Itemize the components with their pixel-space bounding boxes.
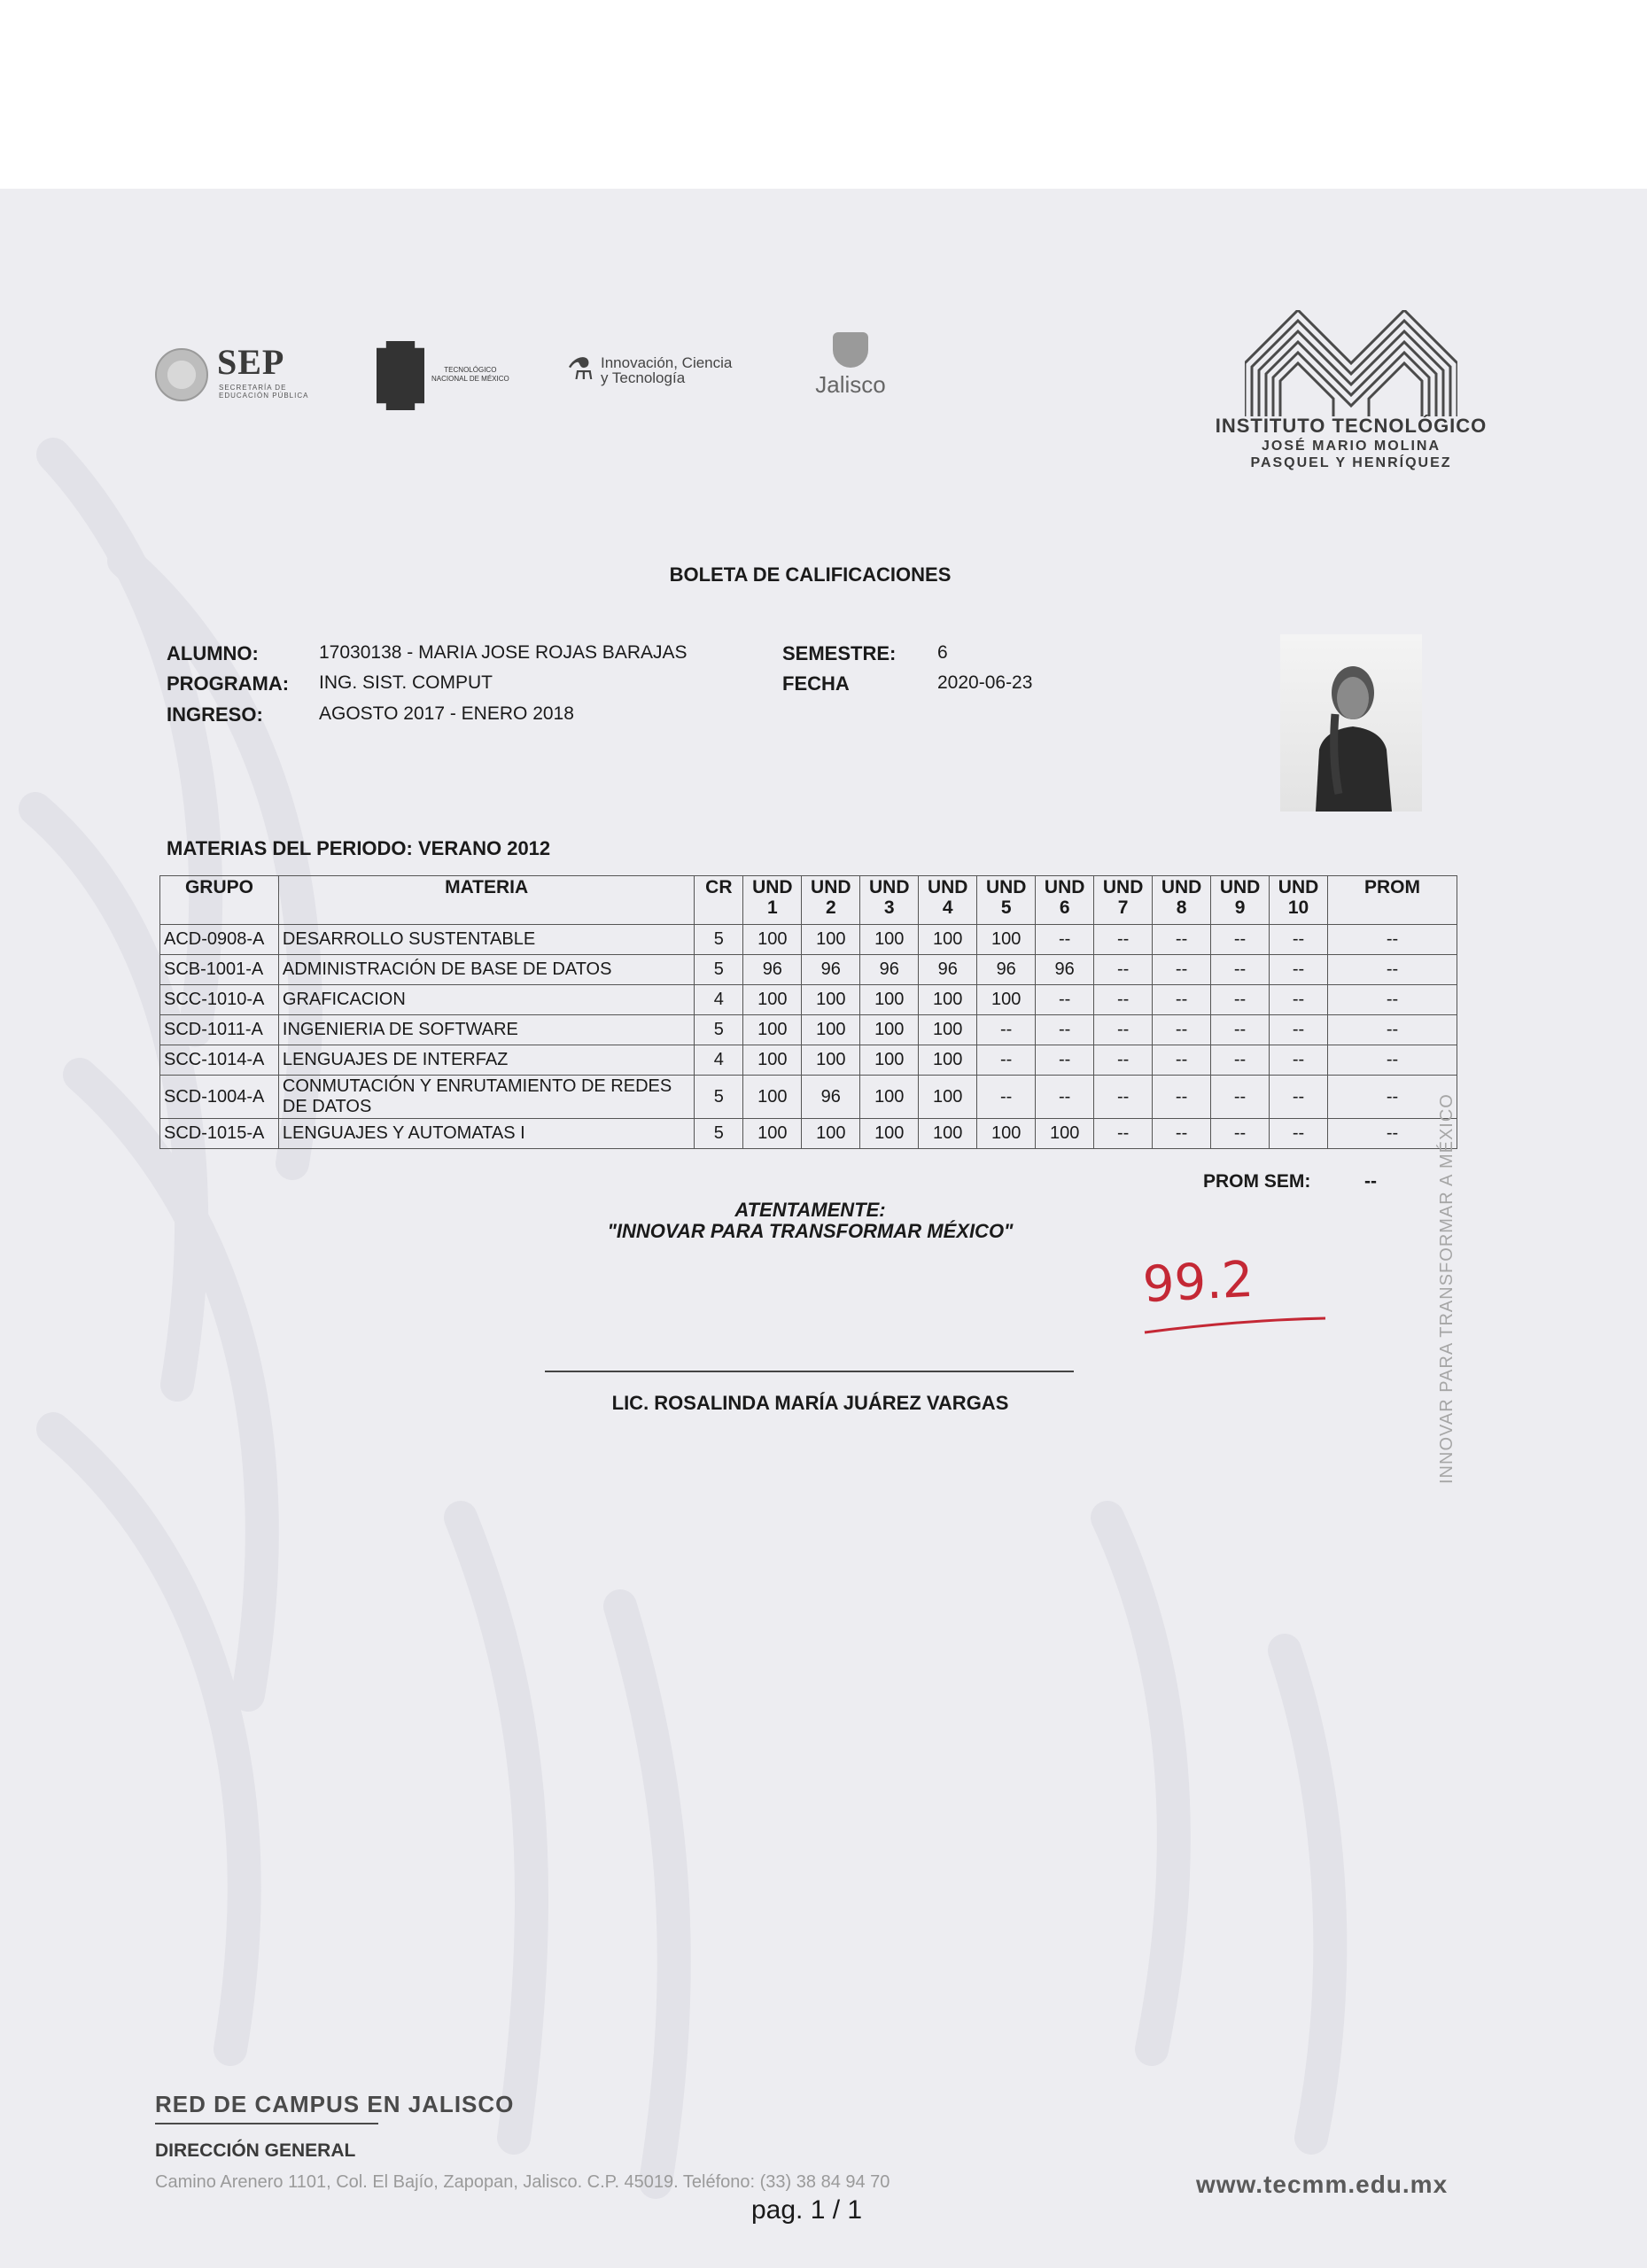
- und-cell: --: [1270, 1076, 1328, 1119]
- mexico-seal-icon: [155, 348, 208, 401]
- und-cell: --: [1153, 1015, 1211, 1045]
- header-und-7: UND 7: [1094, 876, 1153, 925]
- side-motto: INNOVAR PARA TRANSFORMAR A MÉXICO: [1437, 1093, 1457, 1484]
- grupo-cell: SCD-1011-A: [160, 1015, 279, 1045]
- und-cell: 100: [977, 925, 1036, 955]
- footer-direccion: DIRECCIÓN GENERAL: [155, 2140, 356, 2161]
- und-cell: 96: [919, 955, 977, 985]
- und-cell: --: [1153, 1119, 1211, 1149]
- header-und-2: UND 2: [802, 876, 860, 925]
- und-cell: --: [1094, 1076, 1153, 1119]
- ingreso-label: INGRESO:: [167, 703, 263, 726]
- und-cell: --: [1211, 925, 1270, 955]
- table-row: [160, 925, 1457, 955]
- und-cell: --: [1036, 1045, 1094, 1076]
- und-cell: --: [1094, 1119, 1153, 1149]
- cr-cell: 5: [695, 955, 743, 985]
- und-cell: --: [1270, 1015, 1328, 1045]
- table-row: [160, 955, 1457, 985]
- header-grupo: GRUPO: [160, 876, 279, 925]
- und-cell: --: [1153, 955, 1211, 985]
- table-header-row: [160, 876, 1457, 925]
- und-cell: 100: [977, 1119, 1036, 1149]
- prom-cell: --: [1328, 925, 1457, 955]
- und-cell: --: [1211, 1119, 1270, 1149]
- und-cell: --: [1094, 985, 1153, 1015]
- gear-icon: [377, 341, 424, 410]
- und-cell: 100: [919, 1015, 977, 1045]
- prom-sem-label: PROM SEM:: [1203, 1171, 1311, 1192]
- fecha-label: FECHA: [782, 672, 850, 695]
- materia-cell: LENGUAJES Y AUTOMATAS I: [278, 1119, 694, 1149]
- und-cell: --: [1153, 985, 1211, 1015]
- und-cell: --: [1211, 1015, 1270, 1045]
- materia-cell: CONMUTACIÓN Y ENRUTAMIENTO DE REDES DE DATOS: [278, 1076, 694, 1119]
- und-cell: --: [1270, 1119, 1328, 1149]
- alumno-label: ALUMNO:: [167, 642, 259, 664]
- und-cell: --: [1270, 925, 1328, 955]
- header-und-1: UND 1: [743, 876, 802, 925]
- prom-cell: --: [1328, 1045, 1457, 1076]
- und-cell: --: [1036, 925, 1094, 955]
- und-cell: 100: [743, 1076, 802, 1119]
- und-cell: --: [977, 1045, 1036, 1076]
- prom-cell: --: [1328, 1015, 1457, 1045]
- und-cell: 100: [802, 1045, 860, 1076]
- und-cell: 100: [860, 1015, 919, 1045]
- prom-cell: --: [1328, 1076, 1457, 1119]
- microscope-icon: ⚗: [567, 353, 594, 386]
- und-cell: 96: [802, 955, 860, 985]
- grupo-cell: SCD-1004-A: [160, 1076, 279, 1119]
- footer-network: RED DE CAMPUS EN JALISCO: [155, 2091, 515, 2117]
- und-cell: --: [1036, 1015, 1094, 1045]
- header-und-4: UND 4: [919, 876, 977, 925]
- und-cell: 100: [919, 1119, 977, 1149]
- cr-cell: 5: [695, 1119, 743, 1149]
- und-cell: 100: [919, 925, 977, 955]
- footer-address: Camino Arenero 1101, Col. El Bajío, Zapopan, Jalisco. C.P. 45019. Teléfono: (33) 38 84 94 70: [155, 2172, 890, 2192]
- alumno-value: 17030138 - MARIA JOSE ROJAS BARAJAS: [319, 642, 688, 663]
- cr-cell: 5: [695, 1076, 743, 1119]
- sep-subtitle: SECRETARÍA DE EDUCACIÓN PÚBLICA: [219, 384, 309, 400]
- jalisco-shield-icon: [833, 332, 868, 368]
- semestre-label: SEMESTRE:: [782, 642, 897, 664]
- signer-name: LIC. ROSALINDA MARÍA JUÁREZ VARGAS: [611, 1392, 1009, 1414]
- header-und-5: UND 5: [977, 876, 1036, 925]
- table-row: [160, 985, 1457, 1015]
- closing-block: [0, 1200, 1620, 1242]
- institute-logo: INSTITUTO TECNOLÓGICO JOSÉ MARIO MOLINA PASQUEL Y HENRÍQUEZ: [1214, 310, 1488, 496]
- und-cell: 100: [743, 1015, 802, 1045]
- materia-cell: INGENIERIA DE SOFTWARE: [278, 1015, 694, 1045]
- materia-cell: ADMINISTRACIÓN DE BASE DE DATOS: [278, 955, 694, 985]
- und-cell: 96: [977, 955, 1036, 985]
- grades-body: [160, 925, 1457, 1149]
- ingreso-value: AGOSTO 2017 - ENERO 2018: [319, 703, 574, 724]
- und-cell: --: [1211, 955, 1270, 985]
- innovacion-logo: ⚗ Innovación, Ciencia y Tecnología: [567, 353, 733, 386]
- header-und-10: UND 10: [1270, 876, 1328, 925]
- und-cell: --: [977, 1076, 1036, 1119]
- und-cell: 100: [743, 985, 802, 1015]
- header-und-6: UND 6: [1036, 876, 1094, 925]
- header-cr: CR: [695, 876, 743, 925]
- und-cell: 100: [860, 1119, 919, 1149]
- und-cell: --: [1270, 955, 1328, 985]
- und-cell: 100: [743, 925, 802, 955]
- table-row: [160, 1045, 1457, 1076]
- document-title: BOLETA DE CALIFICACIONES: [669, 563, 952, 586]
- handwritten-underline: [1143, 1313, 1338, 1340]
- und-cell: 96: [802, 1076, 860, 1119]
- cr-cell: 5: [695, 1015, 743, 1045]
- prom-cell: --: [1328, 955, 1457, 985]
- und-cell: --: [1094, 955, 1153, 985]
- und-cell: 100: [919, 1076, 977, 1119]
- institute-m-icon: [1245, 310, 1457, 416]
- und-cell: 100: [802, 985, 860, 1015]
- cr-cell: 4: [695, 985, 743, 1015]
- footer-website: www.tecmm.edu.mx: [1196, 2171, 1449, 2198]
- und-cell: 96: [743, 955, 802, 985]
- grupo-cell: SCC-1010-A: [160, 985, 279, 1015]
- cr-cell: 4: [695, 1045, 743, 1076]
- und-cell: --: [1094, 1015, 1153, 1045]
- header-materia: MATERIA: [278, 876, 694, 925]
- und-cell: --: [1211, 985, 1270, 1015]
- und-cell: 96: [860, 955, 919, 985]
- header-und-8: UND 8: [1153, 876, 1211, 925]
- sep-wordmark: SEP: [217, 342, 285, 382]
- tecnm-logo: TECNOLÓGICO NACIONAL DE MÉXICO: [377, 341, 527, 412]
- semestre-value: 6: [937, 642, 948, 663]
- und-cell: 96: [1036, 955, 1094, 985]
- footer-divider: [155, 2123, 378, 2124]
- cr-cell: 5: [695, 925, 743, 955]
- und-cell: 100: [743, 1045, 802, 1076]
- fecha-value: 2020-06-23: [937, 672, 1033, 693]
- handwritten-average: 99.2: [1141, 1250, 1255, 1315]
- header-prom: PROM: [1328, 876, 1457, 925]
- und-cell: --: [1211, 1076, 1270, 1119]
- grupo-cell: SCC-1014-A: [160, 1045, 279, 1076]
- und-cell: --: [1270, 985, 1328, 1015]
- student-photo: [1280, 634, 1422, 812]
- und-cell: 100: [919, 1045, 977, 1076]
- prom-sem-value: --: [1364, 1171, 1377, 1192]
- header-und-3: UND 3: [860, 876, 919, 925]
- prom-cell: --: [1328, 1119, 1457, 1149]
- grades-table: [159, 875, 1457, 1149]
- page-number: pag. 1 / 1: [751, 2195, 863, 2225]
- atentamente-text: ATENTAMENTE:: [734, 1199, 886, 1221]
- und-cell: 100: [860, 1045, 919, 1076]
- signature-line: [545, 1371, 1074, 1372]
- person-silhouette-icon: [1280, 634, 1422, 812]
- header-und-9: UND 9: [1211, 876, 1270, 925]
- period-heading: MATERIAS DEL PERIODO: VERANO 2012: [167, 837, 551, 859]
- und-cell: --: [1153, 925, 1211, 955]
- grupo-cell: ACD-0908-A: [160, 925, 279, 955]
- und-cell: 100: [977, 985, 1036, 1015]
- materia-cell: DESARROLLO SUSTENTABLE: [278, 925, 694, 955]
- und-cell: 100: [802, 1119, 860, 1149]
- und-cell: --: [977, 1015, 1036, 1045]
- und-cell: --: [1211, 1045, 1270, 1076]
- table-row: [160, 1119, 1457, 1149]
- programa-label: PROGRAMA:: [167, 672, 290, 695]
- und-cell: --: [1094, 1045, 1153, 1076]
- sep-logo: [155, 341, 341, 403]
- jalisco-logo: Jalisco: [802, 332, 899, 412]
- und-cell: 100: [1036, 1119, 1094, 1149]
- und-cell: --: [1094, 925, 1153, 955]
- und-cell: 100: [743, 1119, 802, 1149]
- und-cell: 100: [860, 985, 919, 1015]
- und-cell: --: [1036, 1076, 1094, 1119]
- materia-cell: LENGUAJES DE INTERFAZ: [278, 1045, 694, 1076]
- und-cell: 100: [802, 925, 860, 955]
- programa-value: ING. SIST. COMPUT: [319, 672, 493, 693]
- und-cell: --: [1270, 1045, 1328, 1076]
- table-row: [160, 1015, 1457, 1045]
- und-cell: --: [1036, 985, 1094, 1015]
- und-cell: 100: [919, 985, 977, 1015]
- grupo-cell: SCB-1001-A: [160, 955, 279, 985]
- table-row: [160, 1076, 1457, 1119]
- materia-cell: GRAFICACION: [278, 985, 694, 1015]
- grupo-cell: SCD-1015-A: [160, 1119, 279, 1149]
- und-cell: 100: [860, 1076, 919, 1119]
- und-cell: 100: [802, 1015, 860, 1045]
- und-cell: 100: [860, 925, 919, 955]
- und-cell: --: [1153, 1045, 1211, 1076]
- motto-text: "INNOVAR PARA TRANSFORMAR MÉXICO": [607, 1220, 1014, 1242]
- prom-cell: --: [1328, 985, 1457, 1015]
- institute-name: INSTITUTO TECNOLÓGICO: [1215, 415, 1488, 437]
- und-cell: --: [1153, 1076, 1211, 1119]
